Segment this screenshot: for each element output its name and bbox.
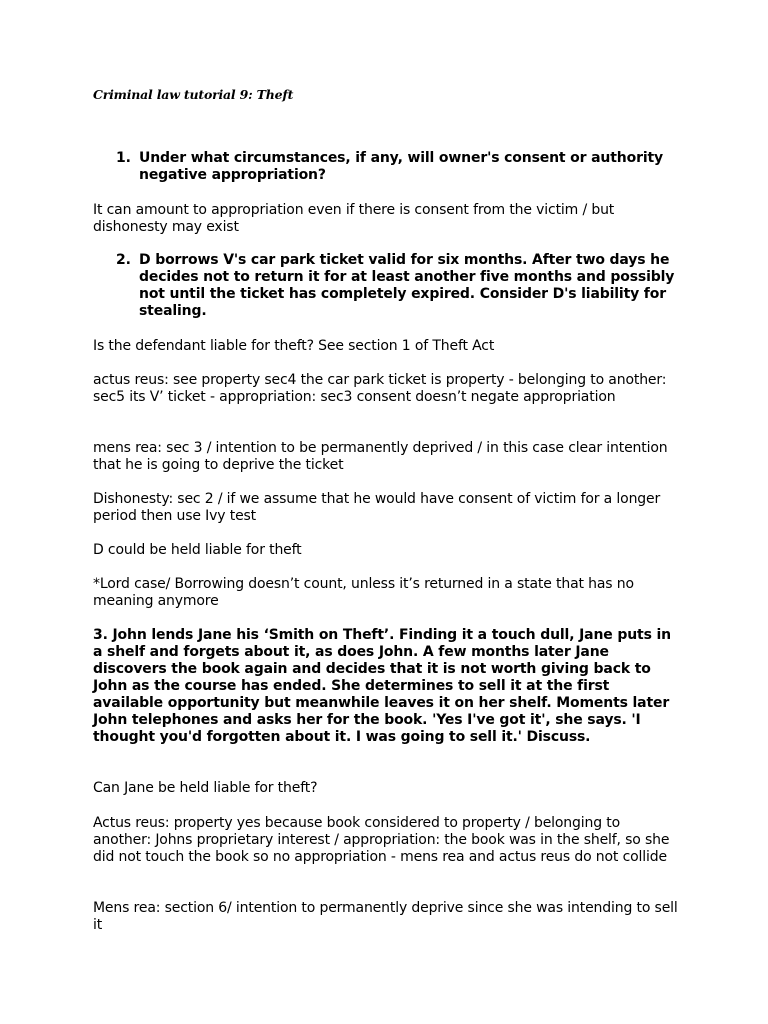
question-2-prompt: Is the defendant liable for theft? See section 1 of Theft Act <box>93 338 495 354</box>
question-2-dishonesty: Dishonesty: sec 2 / if we assume that he would have consent of victim for a longer period then use Ivy test <box>93 491 661 524</box>
question-2-number: 2. <box>116 252 131 268</box>
question-3-prompt: Can Jane be held liable for theft? <box>93 780 318 796</box>
question-2-actus-reus: actus reus: see property sec4 the car park ticket is property - belonging to another: sec5 its V’ ticket - appropriation: sec3 consent doesn’t negate appropriation <box>93 372 667 405</box>
question-2-conclusion: D could be held liable for theft <box>93 542 302 558</box>
question-1-text: Under what circumstances, if any, will owner's consent or authority negative appropriation? <box>139 150 663 183</box>
answer-1: It can amount to appropriation even if there is consent from the victim / but dishonesty may exist <box>93 202 615 235</box>
question-3-actus-reus: Actus reus: property yes because book considered to property / belonging to another: Johns proprietary interest / appropriation: the book was in the shelf, so she did not touch the book so no appropriation - mens rea and actus reus do not collide <box>93 815 670 865</box>
question-2-mens-rea: mens rea: sec 3 / intention to be permanently deprived / in this case clear intention that he is going to deprive the ticket <box>93 440 668 473</box>
question-2-text: D borrows V's car park ticket valid for six months. After two days he decides not to return it for at least another five months and possibly not until the ticket has completely expired. Consider D's liability for stealing. <box>139 252 675 319</box>
question-3-mens-rea: Mens rea: section 6/ intention to permanently deprive since she was intending to sell it <box>93 900 678 933</box>
question-1-number: 1. <box>116 150 131 166</box>
document-title: Criminal law tutorial 9: Theft <box>93 87 294 102</box>
question-3: 3. John lends Jane his ‘Smith on Theft’. Finding it a touch dull, Jane puts in a shelf and forgets about it, as does John. A few months later Jane discovers the book again and decides that it is not worth giving back to John as the course has ended. She determines to sell it at the first available opportunity but meanwhile leaves it on her shelf. Moments later John telephones and asks her for the book. 'Yes I've got it', she says. 'I thought you'd forgotten about it. I was going to sell it.' Discuss. <box>93 627 671 745</box>
question-2-note: *Lord case/ Borrowing doesn’t count, unless it’s returned in a state that has no meaning anymore <box>93 576 634 609</box>
